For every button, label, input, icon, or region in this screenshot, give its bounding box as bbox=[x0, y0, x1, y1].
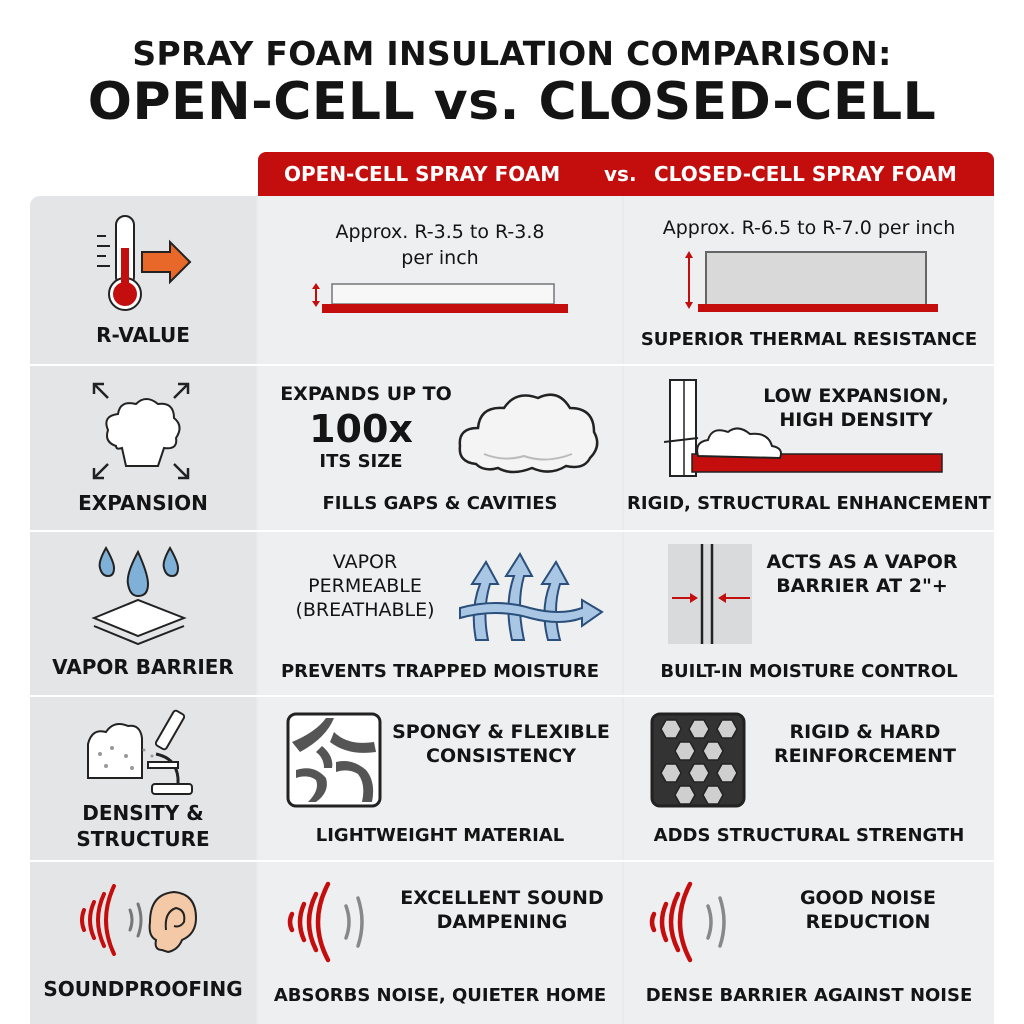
open-sound-line2: DAMPENING bbox=[436, 911, 568, 933]
closed-vapor-line1: ACTS AS A VAPOR bbox=[766, 551, 958, 573]
microscope-icon bbox=[82, 704, 198, 800]
row-label-density-1: DENSITY & bbox=[82, 801, 204, 825]
open-cell-structure-icon bbox=[286, 712, 382, 808]
open-expansion-big: 100x bbox=[309, 407, 413, 451]
header-open-cell: OPEN-CELL SPRAY FOAM bbox=[284, 162, 561, 186]
thermometer-icon bbox=[92, 210, 202, 320]
row-label-soundproofing: SOUNDPROOFING bbox=[43, 977, 243, 1001]
open-r-value-unit: per inch bbox=[401, 247, 479, 269]
closed-sound-line1: GOOD NOISE bbox=[799, 887, 937, 909]
open-vapor-caption: PREVENTS TRAPPED MOISTURE bbox=[280, 661, 600, 682]
thin-foam-layer-icon bbox=[304, 278, 574, 320]
closed-vapor-line2: BARRIER AT 2"+ bbox=[776, 575, 948, 597]
ear-sound-icon bbox=[70, 880, 206, 960]
closed-expansion-caption: RIGID, STRUCTURAL ENHANCEMENT bbox=[627, 493, 991, 514]
closed-density-line1: RIGID & HARD bbox=[789, 721, 941, 743]
row-label-density-2: STRUCTURE bbox=[76, 827, 210, 851]
title-line-2: OPEN-CELL vs. CLOSED-CELL bbox=[87, 72, 937, 132]
breathable-arrows-icon bbox=[456, 550, 606, 650]
open-sound-line1: EXCELLENT SOUND bbox=[400, 887, 604, 909]
closed-density-caption: ADDS STRUCTURAL STRENGTH bbox=[653, 825, 965, 846]
row-divider bbox=[30, 530, 994, 532]
header-closed-cell: CLOSED-CELL SPRAY FOAM bbox=[654, 162, 957, 186]
reduced-sound-waves-icon bbox=[644, 878, 744, 966]
header-vs: vs. bbox=[604, 162, 637, 186]
open-expansion-caption: FILLS GAPS & CAVITIES bbox=[322, 493, 558, 514]
open-expansion-line1: EXPANDS UP TO bbox=[280, 383, 452, 405]
closed-density-line2: REINFORCEMENT bbox=[773, 745, 956, 767]
row-divider bbox=[30, 860, 994, 862]
row-label-r-value: R-VALUE bbox=[96, 323, 190, 347]
strong-sound-waves-icon bbox=[282, 878, 382, 966]
open-vapor-line2: PERMEABLE bbox=[308, 575, 422, 597]
closed-r-value-text: Approx. R-6.5 to R-7.0 per inch bbox=[662, 217, 956, 239]
thick-foam-layer-icon bbox=[676, 246, 946, 320]
column-header-bar bbox=[258, 152, 994, 196]
open-density-line1: SPONGY & FLEXIBLE bbox=[392, 721, 610, 743]
open-r-value-text: Approx. R-3.5 to R-3.8 bbox=[335, 221, 545, 243]
open-density-line2: CONSISTENCY bbox=[426, 745, 576, 767]
row-divider bbox=[30, 695, 994, 697]
barrier-wall-icon bbox=[664, 542, 754, 646]
row-label-expansion: EXPANSION bbox=[78, 491, 208, 515]
closed-cell-structure-icon bbox=[650, 712, 746, 808]
row-label-vapor-barrier: VAPOR BARRIER bbox=[52, 655, 234, 679]
open-vapor-line3: (BREATHABLE) bbox=[295, 599, 435, 621]
expanding-cloud-icon bbox=[86, 376, 196, 486]
water-drops-icon bbox=[86, 542, 196, 652]
closed-sound-line2: REDUCTION bbox=[805, 911, 931, 933]
row-divider bbox=[30, 364, 994, 366]
closed-r-value-caption: SUPERIOR THERMAL RESISTANCE bbox=[640, 329, 978, 350]
open-density-caption: LIGHTWEIGHT MATERIAL bbox=[315, 825, 565, 846]
closed-vapor-caption: BUILT-IN MOISTURE CONTROL bbox=[660, 661, 958, 682]
closed-sound-caption: DENSE BARRIER AGAINST NOISE bbox=[645, 985, 973, 1006]
open-expansion-line3: ITS SIZE bbox=[319, 451, 403, 472]
open-vapor-line1: VAPOR bbox=[332, 551, 398, 573]
foam-cloud-icon bbox=[454, 384, 604, 480]
open-sound-caption: ABSORBS NOISE, QUIETER HOME bbox=[273, 985, 607, 1006]
closed-expansion-line2: HIGH DENSITY bbox=[779, 409, 933, 431]
title-line-1: SPRAY FOAM INSULATION COMPARISON: bbox=[132, 34, 892, 73]
wall-foam-icon bbox=[664, 376, 948, 480]
closed-expansion-line1: LOW EXPANSION, bbox=[763, 385, 949, 407]
